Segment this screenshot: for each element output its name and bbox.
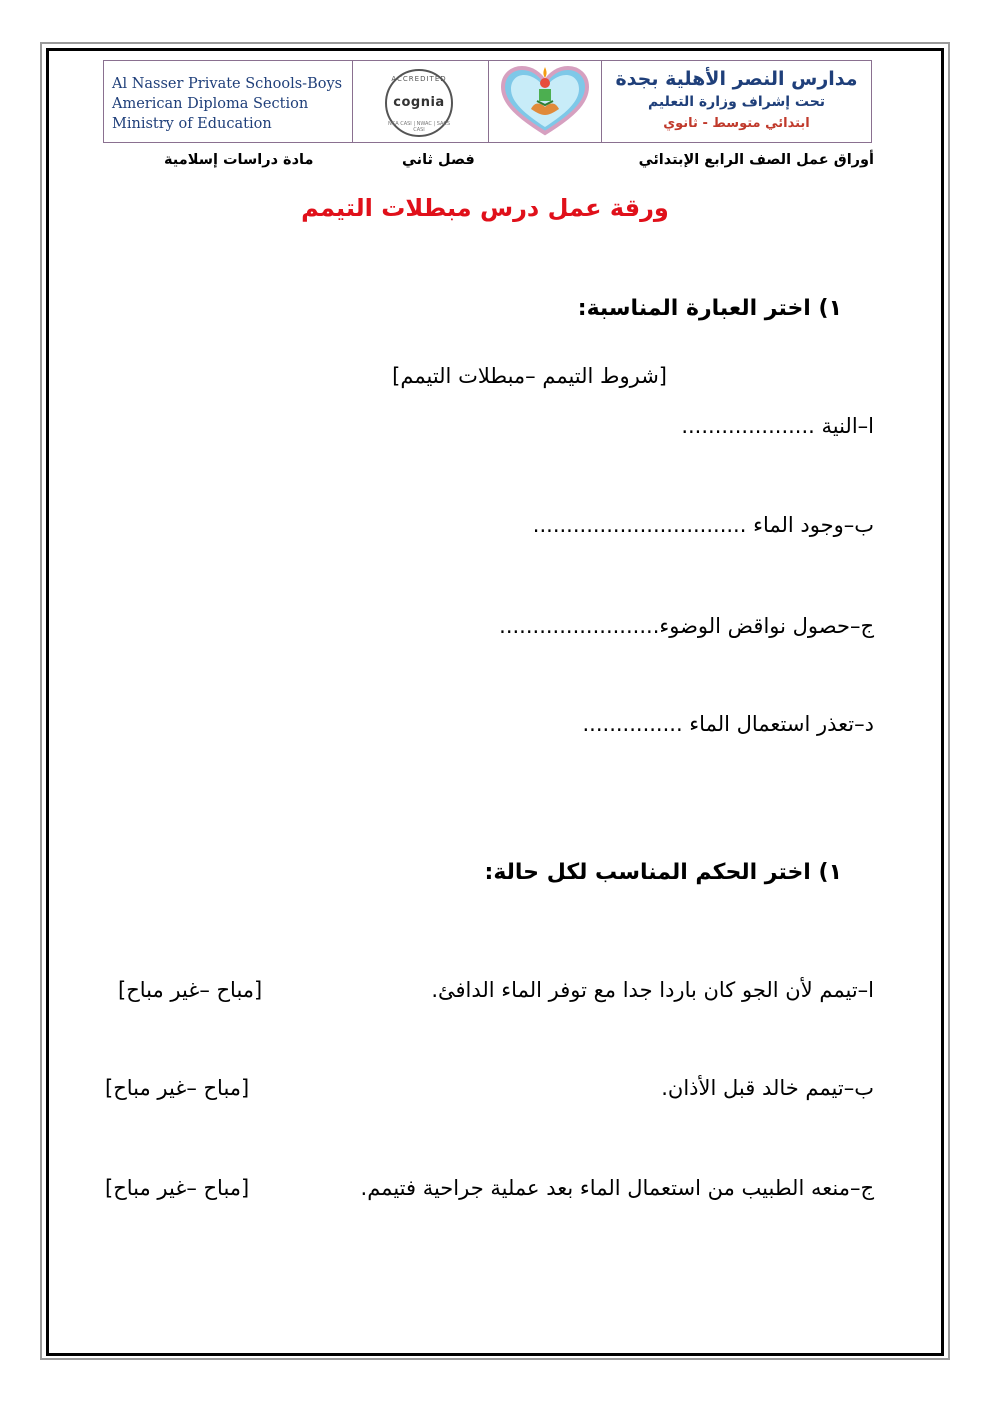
q2-item-c-options: [مباح –غير مباح] [105,1176,250,1200]
question-1-choices: [شروط التيمم –مبطلات التيمم] [392,364,667,388]
english-line-3: Ministry of Education [112,116,272,132]
q2-item-b-options: [مباح –غير مباح] [105,1076,250,1100]
q1-item-c: ج–حصول نواقض الوضوء........................ [499,614,874,638]
school-logo-icon [489,61,602,141]
worksheet-title: ورقة عمل درس مبطلات التيمم [301,194,669,222]
school-stages: ابتدائي متوسط - ثانوي [663,116,810,131]
term-label: فصل ثاني [402,152,475,168]
cognia-text: cognia [393,95,445,110]
q1-item-a: ا–النية .................... [681,414,874,438]
subject-label: مادة دراسات إسلامية [164,152,314,168]
q1-item-d: د–تعذر استعمال الماء ............... [582,712,874,736]
question-2-heading: ١) اختر الحكم المناسب لكل حالة: [484,860,842,885]
grade-label: أوراق عمل الصف الرابع الإبتدائي [638,152,874,168]
cognia-logo [385,69,453,137]
q2-item-a-text: ا–تيمم لأن الجو كان باردا جدا مع توفر الماء الدافئ. [431,978,874,1002]
arabic-school-info [602,61,871,142]
question-1-heading: ١) اختر العبارة المناسبة: [577,296,842,321]
english-line-2: American Diploma Section [112,96,309,112]
ministry-supervision: تحت إشراف وزارة التعليم [647,94,826,110]
english-school-info [104,61,353,142]
school-name-arabic: مدارس النصر الأهلية بجدة [615,68,858,90]
school-logo-cell [489,61,602,142]
q2-item-a-options: [مباح –غير مباح] [118,978,263,1002]
cognia-arc-top: ACCREDITED [391,75,447,83]
english-line-1: Al Nasser Private Schools-Boys [112,76,343,92]
q2-item-c-text: ج–منعه الطبيب من استعمال الماء بعد عملية جراحية فتيمم. [360,1176,874,1200]
q2-item-b-text: ب–تيمم خالد قبل الأذان. [661,1076,874,1100]
q1-item-b: ب–وجود الماء ................................ [532,513,874,537]
page-border-inner [46,48,944,1356]
accreditation-cell [353,61,489,142]
cognia-arc-bottom: NCA CASI | NWAC | SACS CASI [387,121,451,133]
school-header [103,60,872,143]
